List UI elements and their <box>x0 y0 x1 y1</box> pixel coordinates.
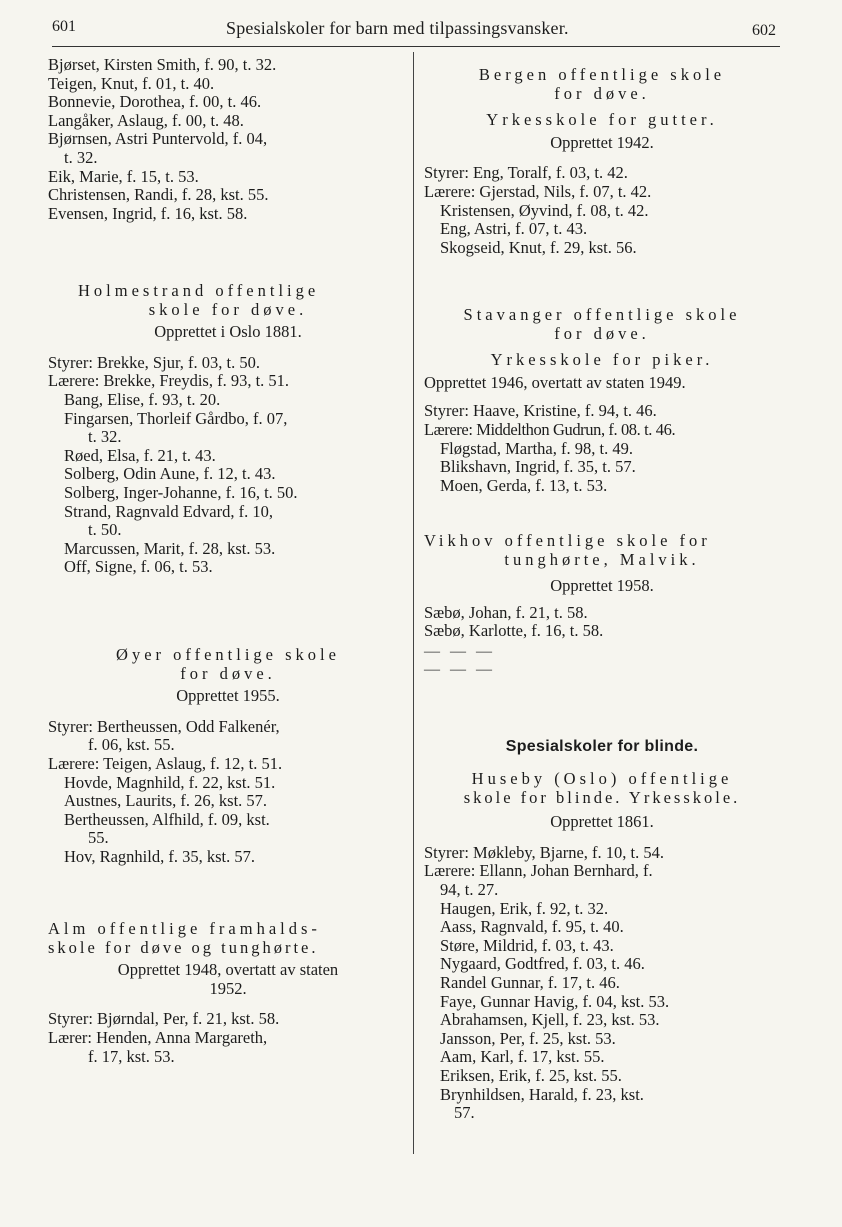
staff-line: Solberg, Odin Aune, f. 12, t. 43. <box>64 464 276 484</box>
staff-line: Sæbø, Johan, f. 21, t. 58. <box>424 602 588 622</box>
staff-line: Kristensen, Øyvind, f. 08, t. 42. <box>440 200 649 220</box>
section-heading: Spesialskoler for blinde. <box>505 738 699 755</box>
staff-line: Styrer: Bertheussen, Odd Falkenér, <box>48 716 280 736</box>
founded-line: Opprettet 1958. <box>550 576 654 596</box>
staff-line: Aass, Ragnvald, f. 95, t. 40. <box>440 917 624 937</box>
staff-line: t. 50. <box>88 520 122 540</box>
staff-line: Styrer: Brekke, Sjur, f. 03, t. 50. <box>48 352 260 372</box>
staff-line: Abrahamsen, Kjell, f. 23, kst. 53. <box>440 1010 660 1030</box>
school-title: for døve. <box>554 83 650 103</box>
staff-line: Moen, Gerda, f. 13, t. 53. <box>440 475 608 495</box>
staff-line: Haugen, Erik, f. 92, t. 32. <box>440 898 609 918</box>
column-divider <box>413 52 414 1154</box>
staff-line: 57. <box>454 1103 475 1123</box>
school-subtitle: Yrkesskole for piker. <box>490 350 714 370</box>
intro-staff-list <box>48 56 408 223</box>
staff-line: Austnes, Laurits, f. 26, kst. 57. <box>64 791 268 811</box>
staff-line: Strand, Ragnvald Edvard, f. 10, <box>64 501 273 521</box>
school-subtitle: Yrkesskole for gutter. <box>486 110 718 130</box>
founded-line: 1952. <box>209 978 247 998</box>
staff-line: Lærere: Ellann, Johan Bernhard, f. <box>424 861 653 881</box>
staff-line: Evensen, Ingrid, f. 16, kst. 58. <box>48 203 248 223</box>
staff-line: Sæbø, Karlotte, f. 16, t. 58. <box>424 621 604 641</box>
school-title: for døve. <box>554 323 650 343</box>
founded-line: Opprettet 1946, overtatt av staten 1949. <box>424 372 686 392</box>
staff-line: Lærere: Middelthon Gudrun, f. 08. t. 46. <box>424 419 676 439</box>
school-title: Vikhov offentlige skole for <box>424 531 711 550</box>
school-title: Holmestrand offentlige <box>78 281 320 300</box>
founded-line: Opprettet 1942. <box>550 132 654 152</box>
staff-line: Solberg, Inger-Johanne, f. 16, t. 50. <box>64 482 298 502</box>
staff-line: Styrer: Eng, Toralf, f. 03, t. 42. <box>424 163 628 183</box>
vikhov-section <box>424 532 780 679</box>
school-title: skole for blinde. Yrkesskole. <box>463 787 741 807</box>
staff-line: Marcussen, Marit, f. 28, kst. 53. <box>64 538 276 558</box>
header-rule <box>52 46 780 47</box>
staff-line: Styrer: Møkleby, Bjarne, f. 10, t. 54. <box>424 842 664 862</box>
staff-line: Lærer: Henden, Anna Margareth, <box>48 1027 268 1047</box>
staff-line: Eriksen, Erik, f. 25, kst. 55. <box>440 1065 622 1085</box>
staff-line: Hovde, Magnhild, f. 22, kst. 51. <box>64 772 276 792</box>
school-title: Øyer offentlige skole <box>116 645 340 664</box>
staff-line: Fløgstad, Martha, f. 98, t. 49. <box>440 438 633 458</box>
staff-line: Hov, Ragnhild, f. 35, kst. 57. <box>64 846 255 866</box>
staff-line: t. 32. <box>64 147 98 167</box>
founded-line: Opprettet 1955. <box>176 686 280 706</box>
staff-line: Nygaard, Godtfred, f. 03, t. 46. <box>440 954 645 974</box>
staff-line: Jansson, Per, f. 25, kst. 53. <box>440 1028 616 1048</box>
alm-section <box>48 920 408 1066</box>
staff-line: Teigen, Knut, f. 01, t. 40. <box>48 73 215 93</box>
staff-line: Skogseid, Knut, f. 29, kst. 56. <box>440 237 637 257</box>
staff-line: Styrer: Bjørndal, Per, f. 21, kst. 58. <box>48 1009 280 1029</box>
page-number-left: 601 <box>52 18 76 35</box>
school-title: Alm offentlige framhalds- <box>48 919 321 938</box>
founded-line: Opprettet 1948, overtatt av staten <box>117 960 339 980</box>
oyer-section <box>48 646 408 867</box>
staff-line: Faye, Gunnar Havig, f. 04, kst. 53. <box>440 991 670 1011</box>
school-title: Stavanger offentlige skole <box>463 305 741 324</box>
staff-line: Eik, Marie, f. 15, t. 53. <box>48 166 199 186</box>
school-title: Bergen offentlige skole <box>478 65 726 84</box>
page-number-right: 602 <box>752 22 776 39</box>
staff-line: Aam, Karl, f. 17, kst. 55. <box>440 1047 605 1067</box>
staff-line: Christensen, Randi, f. 28, kst. 55. <box>48 185 269 205</box>
staff-line: f. 17, kst. 53. <box>88 1046 175 1066</box>
staff-line: Bang, Elise, f. 93, t. 20. <box>64 389 221 409</box>
staff-line: 94, t. 27. <box>440 879 499 899</box>
staff-line: Bjørset, Kirsten Smith, f. 90, t. 32. <box>48 55 277 74</box>
school-title: skole for døve. <box>148 299 308 319</box>
staff-line: Støre, Mildrid, f. 03, t. 43. <box>440 935 614 955</box>
staff-line: Lærere: Gjerstad, Nils, f. 07, t. 42. <box>424 181 652 201</box>
school-title: Huseby (Oslo) offentlige <box>471 769 733 788</box>
staff-line: f. 06, kst. 55. <box>88 735 175 755</box>
staff-line: Langåker, Aslaug, f. 00, t. 48. <box>48 110 244 130</box>
bergen-section <box>424 66 780 257</box>
staff-line: Styrer: Haave, Kristine, f. 94, t. 46. <box>424 401 657 421</box>
staff-line: Røed, Elsa, f. 21, t. 43. <box>64 445 216 465</box>
staff-line: Lærere: Brekke, Freydis, f. 93, t. 51. <box>48 371 290 391</box>
holmestrand-section <box>48 282 408 577</box>
staff-line: Brynhildsen, Harald, f. 23, kst. <box>440 1084 644 1104</box>
founded-line: Opprettet i Oslo 1881. <box>154 322 302 342</box>
staff-line: Off, Signe, f. 06, t. 53. <box>64 557 213 577</box>
separator-dashes: — — — <box>424 660 495 678</box>
school-title: for døve. <box>180 663 276 683</box>
staff-line: Eng, Astri, f. 07, t. 43. <box>440 219 588 239</box>
school-title: tunghørte, Malvik. <box>504 549 700 569</box>
page-header <box>0 0 842 50</box>
running-title: Spesialskoler for barn med tilpassingsvansker. <box>226 18 569 38</box>
staff-line: Randel Gunnar, f. 17, t. 46. <box>440 972 620 992</box>
staff-line: Bonnevie, Dorothea, f. 00, t. 46. <box>48 92 262 112</box>
school-title: skole for døve og tunghørte. <box>48 937 319 957</box>
staff-line: Fingarsen, Thorleif Gårdbo, f. 07, <box>64 408 288 428</box>
staff-line: Lærere: Teigen, Aslaug, f. 12, t. 51. <box>48 753 283 773</box>
separator-dashes: — — — <box>424 642 495 660</box>
blind-schools-section <box>424 738 780 1123</box>
staff-line: Bertheussen, Alfhild, f. 09, kst. <box>64 809 270 829</box>
staff-line: 55. <box>88 828 109 848</box>
founded-line: Opprettet 1861. <box>550 812 654 832</box>
staff-line: Blikshavn, Ingrid, f. 35, t. 57. <box>440 457 636 477</box>
staff-line: Bjørnsen, Astri Puntervold, f. 04, <box>48 129 268 149</box>
staff-line: t. 32. <box>88 427 122 447</box>
stavanger-section <box>424 306 780 495</box>
